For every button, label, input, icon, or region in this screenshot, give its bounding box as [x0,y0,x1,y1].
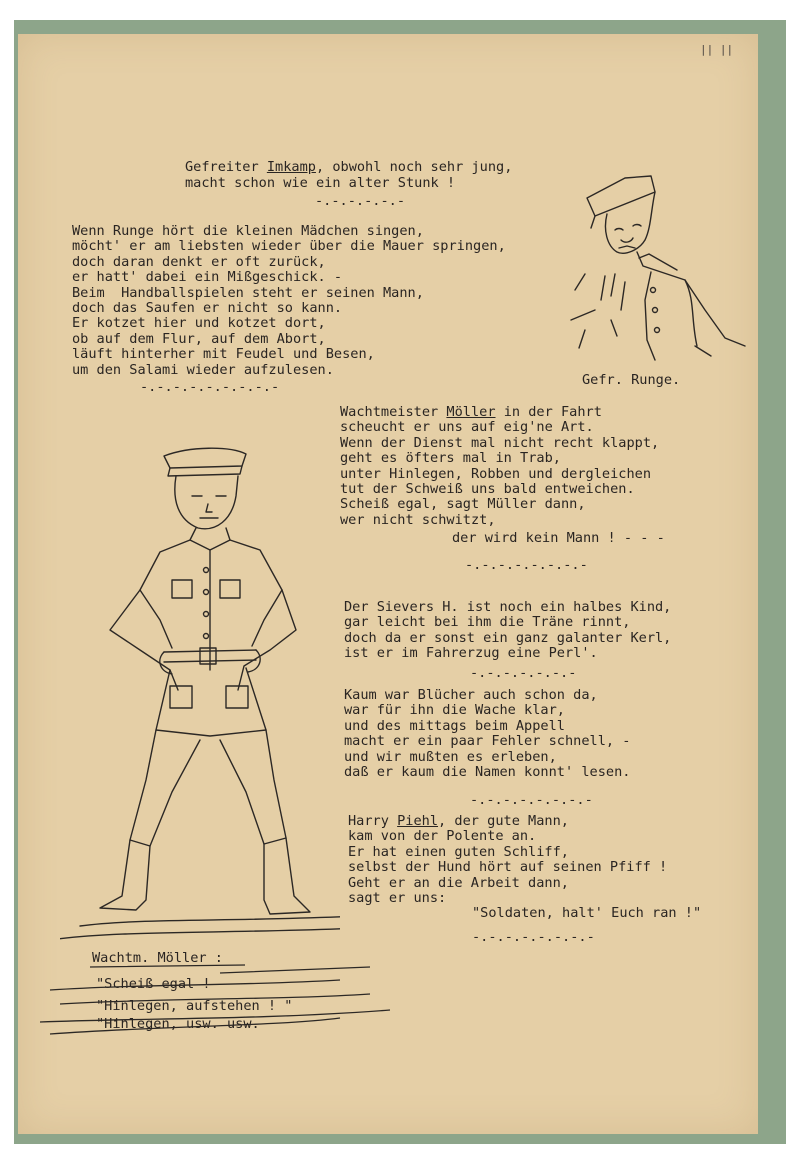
poem-line: unter Hinlegen, Robben und dergleichen [340,465,651,482]
stanza-imkamp-line-1: Gefreiter Imkamp, obwohl noch sehr jung, [185,159,513,175]
separator-bluecher: -.-.-.-.-.-.-.- [470,792,593,808]
stanza-moeller-line-1: Wachtmeister Möller in der Fahrt [340,404,602,420]
poem-line: tut der Schweiß uns bald entweichen. [340,480,635,497]
poem-line: doch da er sonst ein ganz galanter Kerl, [344,629,672,646]
separator-piehl: -.-.-.-.-.-.-.- [472,929,595,945]
poem-line: sagt er uns: [348,889,447,906]
poem-line: scheucht er uns auf eig'ne Art. [340,419,594,436]
poem-line: Scheiß egal, sagt Müller dann, [340,496,586,513]
stanza-imkamp-line-2: macht schon wie ein alter Stunk ! [185,175,456,191]
poem-line: war für ihn die Wache klar, [344,702,565,719]
poem-line: selbst der Hund hört auf seinen Pfiff ! [348,859,668,876]
stanza-piehl-quote: "Soldaten, halt' Euch ran !" [472,905,702,921]
poem-line: Wenn Runge hört die kleinen Mädchen singen, [72,223,424,239]
poem-line: ist er im Fahrerzug eine Perl'. [344,645,598,662]
poem-line: läuft hinterher mit Feudel und Besen, [72,346,375,363]
separator-moeller: -.-.-.-.-.-.-.- [465,557,588,573]
poem-line: er hatt' dabei ein Mißgeschick. - [72,269,343,286]
poem-line: Kaum war Blücher auch schon da, [344,687,598,703]
poem-line: um den Salami wieder aufzulesen. [72,361,334,378]
handwritten-strike-lines [40,960,400,1050]
poem-line: gar leicht bei ihm die Träne rinnt, [344,614,631,631]
poem-line: Wenn der Dienst mal nicht recht klappt, [340,434,660,451]
stanza-moeller-last-line: der wird kein Mann ! - - - [452,530,665,546]
separator-sievers: -.-.-.-.-.-.- [470,665,577,681]
poem-line: Der Sievers H. ist noch ein halbes Kind, [344,599,672,615]
poem-line: daß er kaum die Namen konnt' lesen. [344,764,631,780]
caption-moeller-quote-3: "Hinlegen, usw. usw. [96,1016,260,1032]
poem-line: doch das Saufen er nicht so kann. [72,300,343,316]
poem-line: möcht' er am liebsten wieder über die Mauer springen, [72,238,506,255]
poem-line: Er kotzet hier und kotzet dort, [72,315,326,332]
poem-line: Beim Handballspielen steht er seinen Mann, [72,284,424,301]
sketch-moeller-illustration [60,440,340,960]
poem-line: macht er ein paar Fehler schnell, - [344,733,631,750]
caption-moeller-quote-1: "Scheiß egal ! [96,976,211,992]
caption-runge: Gefr. Runge. [582,372,681,388]
caption-moeller-quote-2: "Hinlegen, aufstehen ! " [96,998,293,1014]
poem-line: Er hat einen guten Schliff, [348,843,569,860]
sketch-runge-illustration [555,170,755,380]
separator-imkamp: -.-.-.-.-.- [315,193,406,209]
poem-line: geht es öfters mal in Trab, [340,450,561,467]
poem-line: ob auf dem Flur, auf dem Abort, [72,330,326,347]
stanza-piehl-line-1: Harry Piehl, der gute Mann, [348,813,569,829]
poem-line: Geht er an die Arbeit dann, [348,874,569,891]
caption-moeller-title: Wachtm. Möller : [92,950,223,966]
separator-runge: -.-.-.-.-.-.-.-.- [140,379,280,395]
poem-line: und wir mußten es erleben, [344,748,557,765]
poem-line: wer nicht schwitzt, [340,511,496,528]
corner-mark: || || [700,43,734,56]
poem-line: und des mittags beim Appell [344,717,565,734]
poem-line: kam von der Polente an. [348,828,537,845]
poem-line: doch daran denkt er oft zurück, [72,253,326,270]
